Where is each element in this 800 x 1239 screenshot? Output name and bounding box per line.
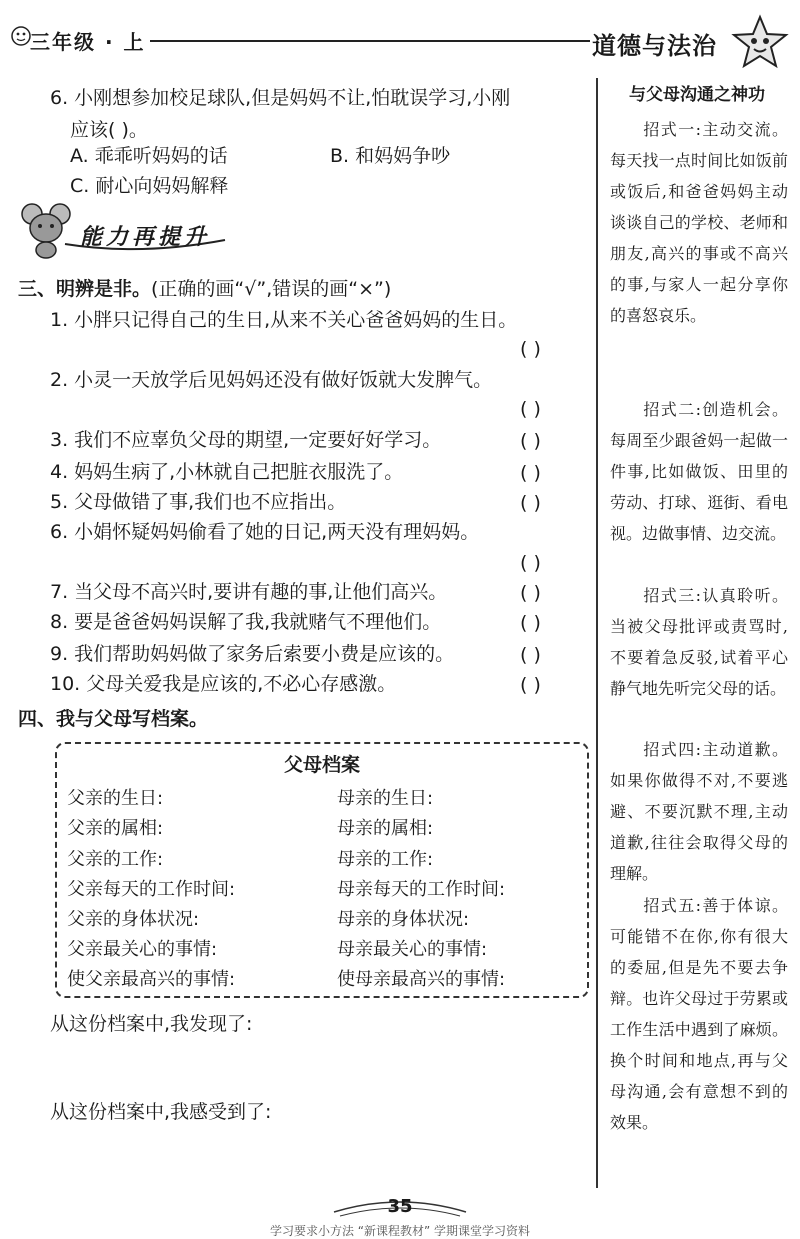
judge-item-1: 1. 小胖只记得自己的生日,从来不关心爸爸妈妈的生日。 [50, 309, 518, 331]
judge-item-7: 7. 当父母不高兴时,要讲有趣的事,让他们高兴。 [50, 581, 448, 603]
header-rule [150, 40, 590, 42]
judge-item-9: 9. 我们帮助妈妈做了家务后索要小费是应该的。 [50, 643, 455, 665]
parent-archive-box [55, 742, 589, 998]
footer-text: 学习要求小方法 “新课程教材” 学期课堂学习资料 [269, 1224, 531, 1238]
sidebar-tip-2: 招式二:创造机会。每周至少跟爸妈一起做一件事,比如做饭、田里的劳动、打球、逛街、看电视。边做事情、边交流。 [610, 400, 788, 543]
judge-paren-10: ( ) [520, 674, 541, 696]
judge-paren-2: ( ) [520, 398, 541, 420]
section-3-title: 三、明辨是非。(正确的画“√”,错误的画“×”) [18, 278, 392, 300]
judge-paren-1: ( ) [520, 338, 541, 360]
q6-line2: 应该( )。 [70, 119, 148, 141]
q6-option-a: A. 乖乖听妈妈的话 [70, 145, 228, 167]
mother-happiest: 使母亲最高兴的事情: [337, 969, 506, 990]
father-health: 父亲的身体状况: [67, 909, 200, 930]
judge-paren-4: ( ) [520, 462, 541, 484]
mother-work-hours: 母亲每天的工作时间: [337, 879, 506, 900]
mother-zodiac: 母亲的属相: [337, 818, 434, 839]
judge-paren-5: ( ) [520, 492, 541, 514]
sidebar-title: 与父母沟通之神功 [629, 85, 765, 105]
subject-title: 道德与法治 [592, 32, 717, 60]
grade-label: 三年级 · 上 [30, 30, 146, 54]
mother-job: 母亲的工作: [337, 849, 434, 870]
section-4-title: 四、我与父母写档案。 [18, 708, 209, 730]
judge-paren-8: ( ) [520, 612, 541, 634]
judge-item-2: 2. 小灵一天放学后见妈妈还没有做好饭就大发脾气。 [50, 369, 493, 391]
judge-item-10: 10. 父母关爱我是应该的,不必心存感激。 [50, 673, 397, 695]
mother-health: 母亲的身体状况: [337, 909, 470, 930]
father-zodiac: 父亲的属相: [67, 818, 164, 839]
father-happiest: 使父亲最高兴的事情: [67, 969, 236, 990]
father-work-hours: 父亲每天的工作时间: [67, 879, 236, 900]
page-number: 35 [387, 1196, 413, 1217]
mother-birthday: 母亲的生日: [337, 788, 434, 809]
sidebar-tip-3: 招式三:认真聆听。当被父母批评或责骂时,不要着急反驳,试着平心静气地先听完父母的话。 [610, 586, 788, 698]
father-concern: 父亲最关心的事情: [67, 939, 218, 960]
banner-title: 能力再提升 [80, 225, 211, 250]
judge-item-4: 4. 妈妈生病了,小林就自己把脏衣服洗了。 [50, 461, 404, 483]
sidebar-tip-1: 招式一:主动交流。每天找一点时间比如饭前或饭后,和爸爸妈妈主动谈谈自己的学校、老师和朋友,高兴的事或不高兴的事,与家人一起分享你的喜怒哀乐。 [610, 120, 788, 325]
q6-option-c: C. 耐心向妈妈解释 [70, 175, 229, 197]
judge-item-5: 5. 父母做错了事,我们也不应指出。 [50, 491, 347, 513]
judge-item-3: 3. 我们不应辜负父母的期望,一定要好好学习。 [50, 429, 442, 451]
father-job: 父亲的工作: [67, 849, 164, 870]
sidebar-divider [596, 78, 598, 1188]
q6-option-b: B. 和妈妈争吵 [330, 145, 451, 167]
judge-item-8: 8. 要是爸爸妈妈误解了我,我就赌气不理他们。 [50, 611, 442, 633]
found-prompt: 从这份档案中,我发现了: [50, 1013, 253, 1035]
judge-paren-7: ( ) [520, 582, 541, 604]
judge-paren-6: ( ) [520, 552, 541, 574]
section-3-note: (正确的画“√”,错误的画“×”) [151, 278, 392, 300]
sidebar-tip-4: 招式四:主动道歉。如果你做得不对,不要逃避、不要沉默不理,主动道歉,往往会取得父母的理解。 [610, 740, 788, 883]
archive-title: 父母档案 [283, 754, 360, 776]
judge-paren-3: ( ) [520, 430, 541, 452]
q6-line1: 6. 小刚想参加校足球队,但是妈妈不让,怕耽误学习,小刚 [50, 87, 511, 109]
judge-paren-9: ( ) [520, 644, 541, 666]
felt-prompt: 从这份档案中,我感受到了: [50, 1101, 272, 1123]
mother-concern: 母亲最关心的事情: [337, 939, 488, 960]
star-mascot-icon [730, 14, 790, 72]
sidebar-tip-5: 招式五:善于体谅。可能错不在你,你有很大的委屈,但是先不要去争辩。也许父母过于劳累或工作生活中遇到了麻烦。换个时间和地点,再与父母沟通,会有意想不到的效果。 [610, 896, 788, 1132]
father-birthday: 父亲的生日: [67, 788, 164, 809]
judge-item-6: 6. 小娟怀疑妈妈偷看了她的日记,两天没有理妈妈。 [50, 521, 480, 543]
